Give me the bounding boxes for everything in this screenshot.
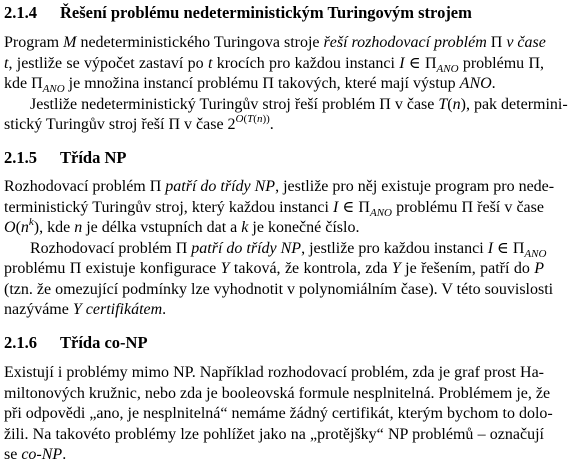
text-line: nazýváme Y certifikátem. [4,301,167,318]
text-line: Rozhodovací problém Π patří do třídy NP, jestliže pro něj existuje program pro nede- [4,178,555,195]
text-line: se co-NP. [4,446,67,463]
text-line: (tzn. že omezující podmínky lze vyhodnotit v polynomiálním čase). V této souvislosti [4,280,554,298]
section-title: Řešení problému nedeterministickým Turingovým strojem [60,3,472,22]
section-title: Třída NP [60,148,127,167]
text-line: $O(n^k)$, kde n je délka vstupních dat a k je konečné číslo. [4,216,360,236]
text-line: terministický Turingův stroj, který každou instanci I ∈ $\Pi_{ANO}$ problému Π řeší v čase [4,198,544,219]
section-heading-2-1-5 [4,148,126,168]
text-line: Jestliže nedeterministický Turingův stroj řeší problém Π v čase T(n), pak determini- [30,95,568,113]
text-line: Rozhodovací problém Π patří do třídy NP, jestliže pro každou instanci I ∈ $\Pi_{ANO}$ [30,239,547,260]
text-line: t, jestliže se výpočet zastaví po t krocích pro každou instanci I ∈ $\Pi_{ANO}$ problému Π, [4,54,545,75]
text-line: při odpovědi „ano, je nesplnitelná“ nemáme žádný certifikát, kterým bychom to dolo- [4,405,553,422]
text-line: miltonových kružnic, nebo zda je booleovská formule nesplnitelná. Problémem je, že [4,384,551,402]
text-line: stický Turingův stroj řeší Π v čase $2^{O(T(n))}$. [4,113,274,133]
text-line: Program M nedeterministického Turingova stroje řeší rozhodovací problém Π v čase [4,34,546,51]
section-heading-2-1-4 [4,3,472,23]
section-number: 2.1.4 [4,3,37,22]
text-line: kde $\Pi_{ANO}$ je množina instancí problému Π takových, které mají výstup ANO. [4,75,496,95]
text-line: problému Π existuje konfigurace Y taková, že kontrola, zda Y je řešením, patří do P [4,260,544,277]
section-number: 2.1.6 [4,333,37,352]
section-title: Třída co-NP [60,333,148,352]
text-line: Existují i problémy mimo NP. Například rozhodovací problém, zda je graf prost Ha- [4,364,544,381]
section-heading-2-1-6 [4,333,148,353]
text-line: žili. Na takovéto problémy lze pohlížet jako na „protějšky“ NP problémů – označují [4,425,544,443]
section-number: 2.1.5 [4,148,37,167]
